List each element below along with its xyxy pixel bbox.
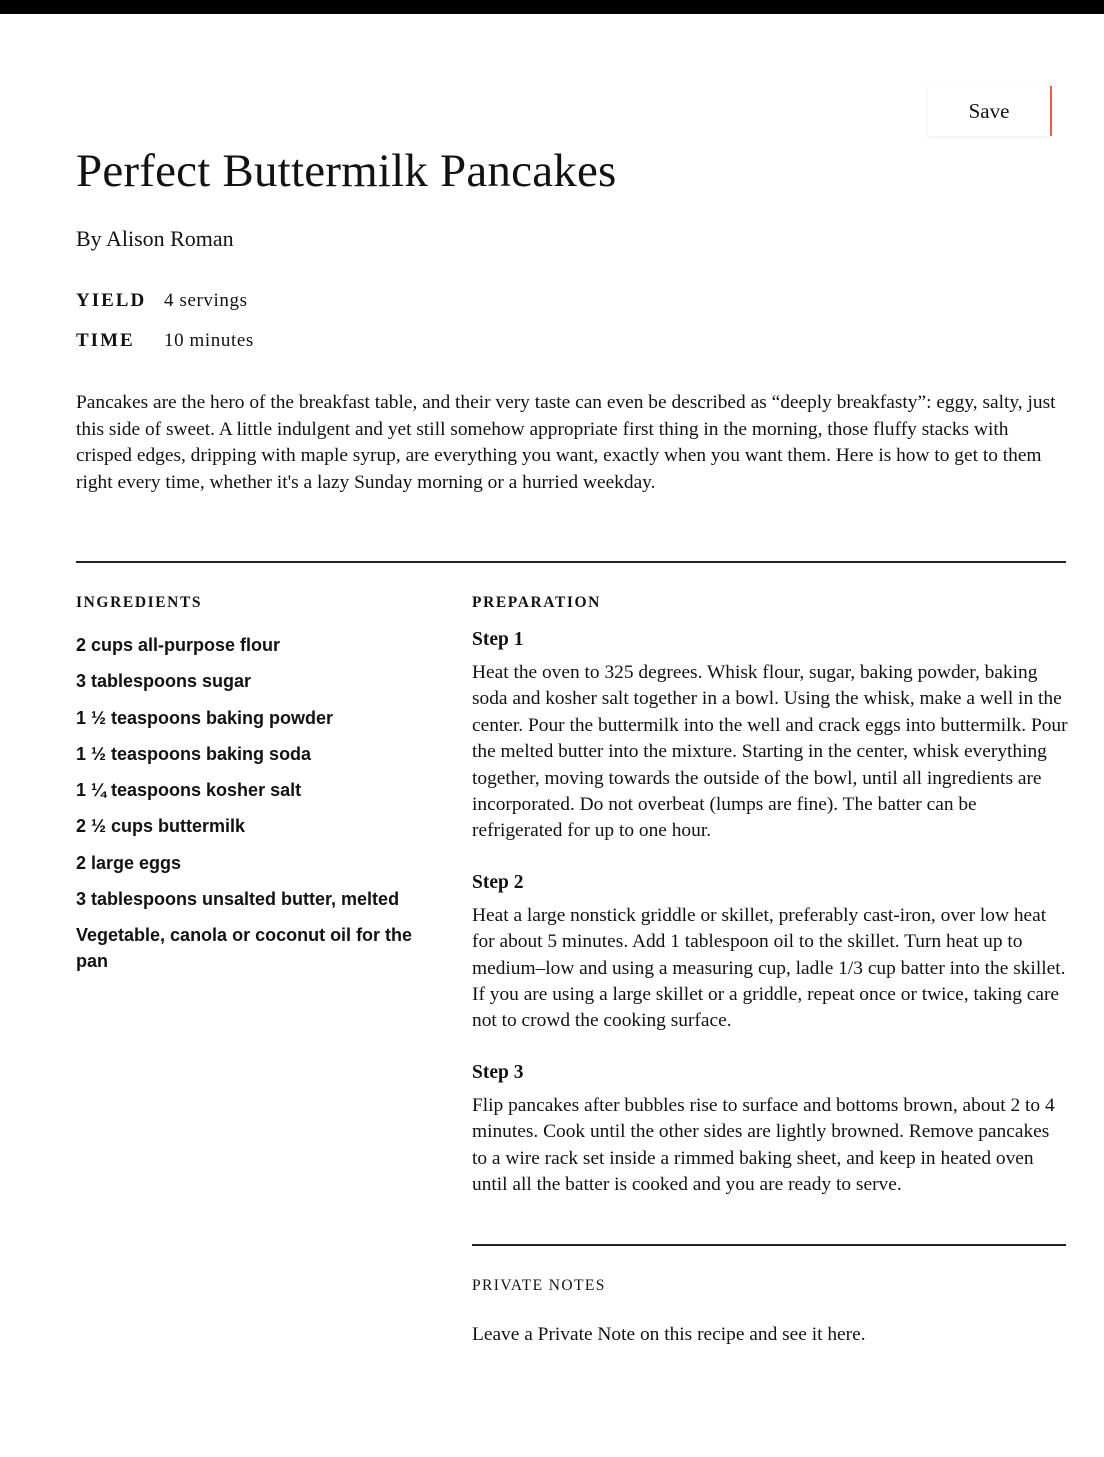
ingredient-item: 3 tablespoons unsalted butter, melted — [76, 889, 400, 910]
step-title: Step 1 — [472, 629, 524, 650]
preparation-heading: PREPARATION — [472, 594, 601, 611]
step-text: Heat the oven to 325 degrees. Whisk flour, sugar, baking powder, baking soda and kosher salt together in a bowl. Using the whisk, make a well in the center. Pour the buttermilk into the well and crack eggs into buttermilk. Pour the melted butter into the mixture. Starting in the center, whisk everything together, moving towards the outside of the bowl, until all ingredients are incorporated. Do not overbeat (lumps are fine). The batter can be refrigerated for up to one hour. — [472, 662, 1068, 842]
time-label: TIME — [76, 330, 135, 351]
ingredient-item: 1 ½ teaspoons baking powder — [76, 707, 334, 728]
notes-divider — [472, 1244, 1066, 1246]
step-title: Step 3 — [472, 1061, 524, 1083]
ingredient-item: Vegetable, canola or coconut oil for the pan — [76, 925, 413, 972]
private-notes-prompt[interactable]: Leave a Private Note on this recipe and see it here. — [472, 1324, 866, 1345]
ingredient-item: 1 ½ teaspoons baking soda — [76, 743, 312, 764]
recipe-byline: By Alison Roman — [76, 226, 234, 251]
private-notes-heading: PRIVATE NOTES — [472, 1277, 606, 1294]
save-button-label: Save — [968, 98, 1010, 123]
time-value: 10 minutes — [164, 330, 254, 351]
yield-value: 4 servings — [164, 290, 248, 311]
yield-label: YIELD — [76, 290, 147, 311]
step-1 — [472, 629, 1068, 845]
ingredient-item: 1 ¼ teaspoons kosher salt — [76, 780, 302, 801]
ingredient-item: 3 tablespoons sugar — [76, 671, 252, 692]
yield-row — [76, 290, 248, 312]
preparation-steps — [472, 629, 1068, 1226]
ingredient-item: 2 ½ cups buttermilk — [76, 816, 246, 837]
step-2 — [472, 872, 1068, 1035]
recipe-title: Perfect Buttermilk Pancakes — [76, 145, 617, 197]
top-bar — [0, 0, 1104, 14]
save-button[interactable] — [928, 86, 1052, 136]
ingredients-heading: INGREDIENTS — [76, 594, 203, 611]
section-divider — [76, 561, 1066, 563]
step-text: Flip pancakes after bubbles rise to surface and bottoms brown, about 2 to 4 minutes. Cook until the other sides are lightly browned. Remove pancakes to a wire rack set inside a rimmed baking sheet, and keep in heated oven until all the batter is cooked and you are ready to serve. — [472, 1094, 1055, 1196]
step-3 — [472, 1062, 1068, 1199]
ingredient-item: 2 large eggs — [76, 852, 182, 873]
recipe-description: Pancakes are the hero of the breakfast table, and their very taste can even be described as “deeply breakfasty”: eggy, salty, just this side of sweet. A little indulgent and yet still somehow appropriate first thing in the morning, those fluffy stacks with crisped edges, dripping with maple syrup, are everything you want, exactly when you want them. Here is how to get to them right every time, whether it's a lazy Sunday morning or a hurried weekday. — [76, 392, 1056, 493]
step-title: Step 2 — [472, 871, 524, 893]
step-text: Heat a large nonstick griddle or skillet, preferably cast-iron, over low heat for about 5 minutes. Add 1 tablespoon oil to the skillet. Turn heat up to medium–low and using a measuring cup, ladle 1/3 cup batter into the skillet. If you are using a large skillet or a griddle, repeat once or twice, taking care not to crowd the cooking surface. — [472, 904, 1066, 1032]
ingredient-item: 2 cups all-purpose flour — [76, 635, 281, 655]
time-row — [76, 330, 254, 352]
ingredients-list — [76, 632, 416, 985]
